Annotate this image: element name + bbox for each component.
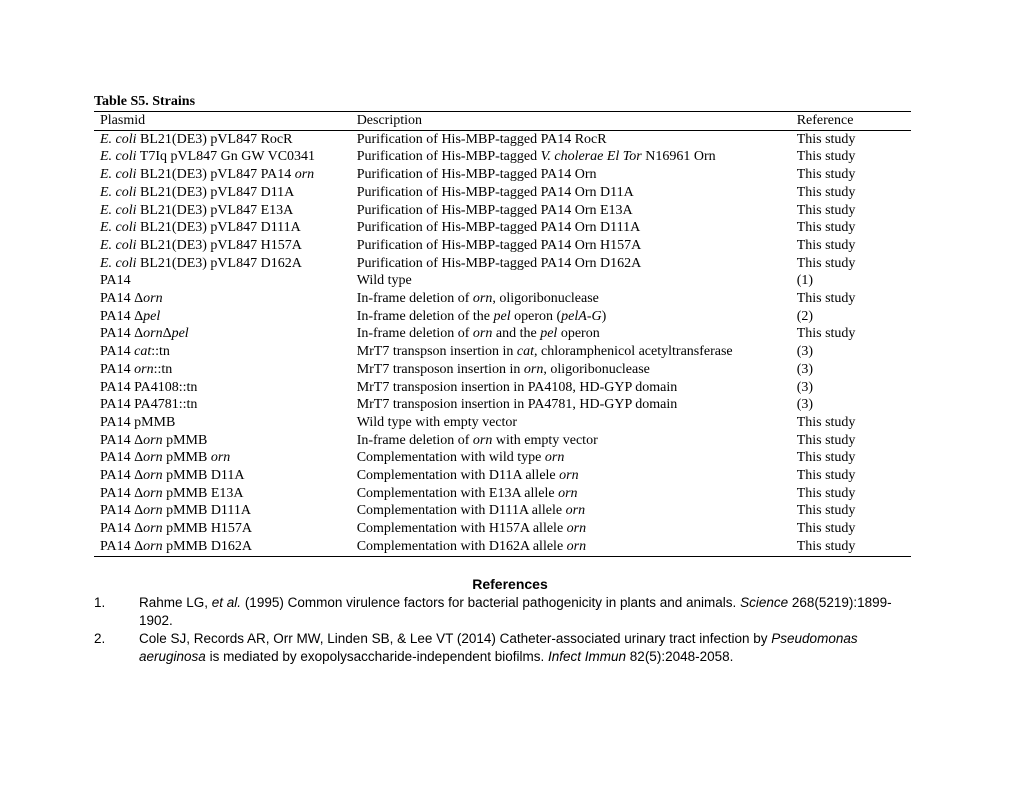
- header-plasmid: Plasmid: [94, 112, 351, 131]
- table-row: [94, 538, 911, 556]
- cell-reference: This study: [796, 255, 856, 271]
- table-row: [94, 485, 911, 503]
- table-row: [94, 130, 911, 148]
- table-row: [94, 379, 911, 397]
- table-row: [94, 502, 911, 520]
- cell-reference: This study: [796, 432, 856, 448]
- table-row: [94, 166, 911, 184]
- reference-item: [94, 630, 924, 666]
- cell-description: Complementation with D11A allele orn: [356, 468, 579, 484]
- cell-description: Complementation with D111A allele orn: [356, 503, 586, 519]
- table-title: Table S5. Strains: [94, 94, 196, 109]
- cell-description: In-frame deletion of the pel operon (pelA-G): [356, 308, 607, 324]
- table-row: [94, 361, 911, 379]
- cell-plasmid: PA14 Δorn: [100, 291, 163, 307]
- cell-description: Complementation with D162A allele orn: [351, 538, 791, 556]
- table-row: [94, 272, 911, 290]
- cell-reference: This study: [796, 167, 856, 183]
- cell-description: Purification of His-MBP-tagged PA14 Orn E13A: [356, 202, 633, 218]
- table-row: [94, 148, 911, 166]
- table-row: [94, 449, 911, 467]
- cell-description: Purification of His-MBP-tagged V. cholerae El Tor N16961 Orn: [356, 149, 716, 165]
- cell-reference: (3): [796, 379, 814, 395]
- cell-reference: This study: [796, 131, 856, 147]
- cell-plasmid: E. coli BL21(DE3) pVL847 RocR: [100, 131, 293, 147]
- cell-reference: This study: [796, 414, 856, 430]
- cell-description: Purification of His-MBP-tagged PA14 Orn: [356, 167, 597, 183]
- cell-plasmid: PA14: [100, 273, 131, 289]
- references-heading: References: [472, 576, 548, 592]
- cell-description: Complementation with wild type orn: [356, 450, 565, 466]
- cell-description: In-frame deletion of orn with empty vector: [356, 432, 598, 448]
- table-row: [94, 308, 911, 326]
- table-row: [94, 325, 911, 343]
- cell-reference: This study: [796, 326, 856, 342]
- table-row: [94, 290, 911, 308]
- table-row: [94, 202, 911, 220]
- cell-plasmid: E. coli BL21(DE3) pVL847 H157A: [100, 237, 302, 253]
- reference-item: [94, 594, 924, 630]
- table-row: [94, 396, 911, 414]
- cell-reference: (1): [796, 273, 814, 289]
- cell-plasmid: PA14 Δorn pMMB D162A: [94, 538, 351, 556]
- table-body: [94, 130, 911, 556]
- cell-description: In-frame deletion of orn and the pel operon: [356, 326, 600, 342]
- table-row: [94, 414, 911, 432]
- cell-plasmid: PA14 Δorn pMMB orn: [100, 450, 231, 466]
- cell-plasmid: PA14 PA4781::tn: [100, 397, 198, 413]
- cell-description: Purification of His-MBP-tagged PA14 Orn H157A: [356, 237, 642, 253]
- table-row: [94, 219, 911, 237]
- table-row: [94, 343, 911, 361]
- cell-description: Purification of His-MBP-tagged PA14 Orn D162A: [356, 255, 642, 271]
- strains-table: [94, 111, 911, 557]
- cell-description: MrT7 transposion insertion in PA4108, HD-GYP domain: [356, 379, 678, 395]
- reference-number: 2.: [94, 631, 106, 646]
- cell-reference: This study: [796, 149, 856, 165]
- cell-description: In-frame deletion of orn, oligoribonuclease: [356, 291, 599, 307]
- cell-reference: This study: [796, 202, 856, 218]
- cell-reference: This study: [796, 237, 856, 253]
- table-row: [94, 255, 911, 273]
- cell-reference: This study: [796, 503, 856, 519]
- cell-reference: This study: [796, 220, 856, 236]
- cell-reference: (3): [796, 344, 814, 360]
- cell-plasmid: E. coli BL21(DE3) pVL847 E13A: [100, 202, 294, 218]
- cell-plasmid: E. coli T7Iq pVL847 Gn GW VC0341: [100, 149, 316, 165]
- cell-plasmid: PA14 Δorn pMMB E13A: [100, 485, 244, 501]
- cell-plasmid: E. coli BL21(DE3) pVL847 D11A: [100, 184, 295, 200]
- cell-plasmid: PA14 pMMB: [100, 414, 176, 430]
- cell-description: Purification of His-MBP-tagged PA14 Orn D111A: [356, 220, 641, 236]
- header-reference: Reference: [791, 112, 911, 131]
- cell-plasmid: PA14 PA4108::tn: [100, 379, 198, 395]
- cell-description: MrT7 transposion insertion in PA4781, HD-GYP domain: [356, 397, 678, 413]
- reference-number: 1.: [94, 595, 106, 610]
- cell-reference: (3): [796, 361, 814, 377]
- table-header-row: [94, 112, 911, 131]
- cell-reference: This study: [796, 184, 856, 200]
- cell-reference: This study: [796, 468, 856, 484]
- cell-reference: This study: [796, 485, 856, 501]
- cell-plasmid: PA14 cat::tn: [100, 344, 170, 360]
- cell-description: Wild type with empty vector: [356, 414, 518, 430]
- header-description: Description: [351, 112, 791, 131]
- reference-text: Rahme LG, et al. (1995) Common virulence factors for bacterial pathogenicity in plants and animals. Science 268(5219):1899-1902.: [139, 595, 892, 628]
- table-row: [94, 237, 911, 255]
- cell-plasmid: E. coli BL21(DE3) pVL847 D111A: [100, 220, 301, 236]
- cell-plasmid: PA14 orn::tn: [100, 361, 173, 377]
- reference-text: Cole SJ, Records AR, Orr MW, Linden SB, & Lee VT (2014) Catheter-associated urinary tract infection by Pseudomonas aeruginosa is mediated by exopolysaccharide-independent biofilms. Infect Immun 82(5):2048-2058.: [139, 631, 858, 664]
- cell-plasmid: E. coli BL21(DE3) pVL847 PA14 orn: [100, 167, 315, 183]
- cell-plasmid: PA14 ΔornΔpel: [100, 326, 189, 342]
- table-row: [94, 184, 911, 202]
- table-row: [94, 520, 911, 538]
- cell-description: Complementation with E13A allele orn: [356, 485, 578, 501]
- cell-plasmid: PA14 Δpel: [100, 308, 161, 324]
- references-list: [94, 594, 924, 666]
- cell-reference: This study: [796, 291, 856, 307]
- cell-description: Complementation with H157A allele orn: [356, 521, 587, 537]
- cell-description: Purification of His-MBP-tagged PA14 RocR: [356, 131, 607, 147]
- cell-description: MrT7 transposon insertion in orn, oligoribonuclease: [356, 361, 650, 377]
- cell-description: Purification of His-MBP-tagged PA14 Orn D11A: [356, 184, 634, 200]
- cell-reference: This study: [791, 538, 911, 556]
- cell-plasmid: PA14 Δorn pMMB D11A: [100, 468, 245, 484]
- table-row: [94, 467, 911, 485]
- cell-plasmid: E. coli BL21(DE3) pVL847 D162A: [100, 255, 302, 271]
- cell-description: MrT7 transpson insertion in cat, chloramphenicol acetyltransferase: [356, 344, 733, 360]
- cell-plasmid: PA14 Δorn pMMB H157A: [100, 521, 253, 537]
- cell-reference: This study: [796, 521, 856, 537]
- cell-reference: (2): [796, 308, 814, 324]
- cell-plasmid: PA14 Δorn pMMB: [100, 432, 208, 448]
- cell-reference: (3): [796, 397, 814, 413]
- cell-description: Wild type: [356, 273, 412, 289]
- cell-plasmid: PA14 Δorn pMMB D111A: [100, 503, 251, 519]
- cell-reference: This study: [796, 450, 856, 466]
- table-row: [94, 432, 911, 450]
